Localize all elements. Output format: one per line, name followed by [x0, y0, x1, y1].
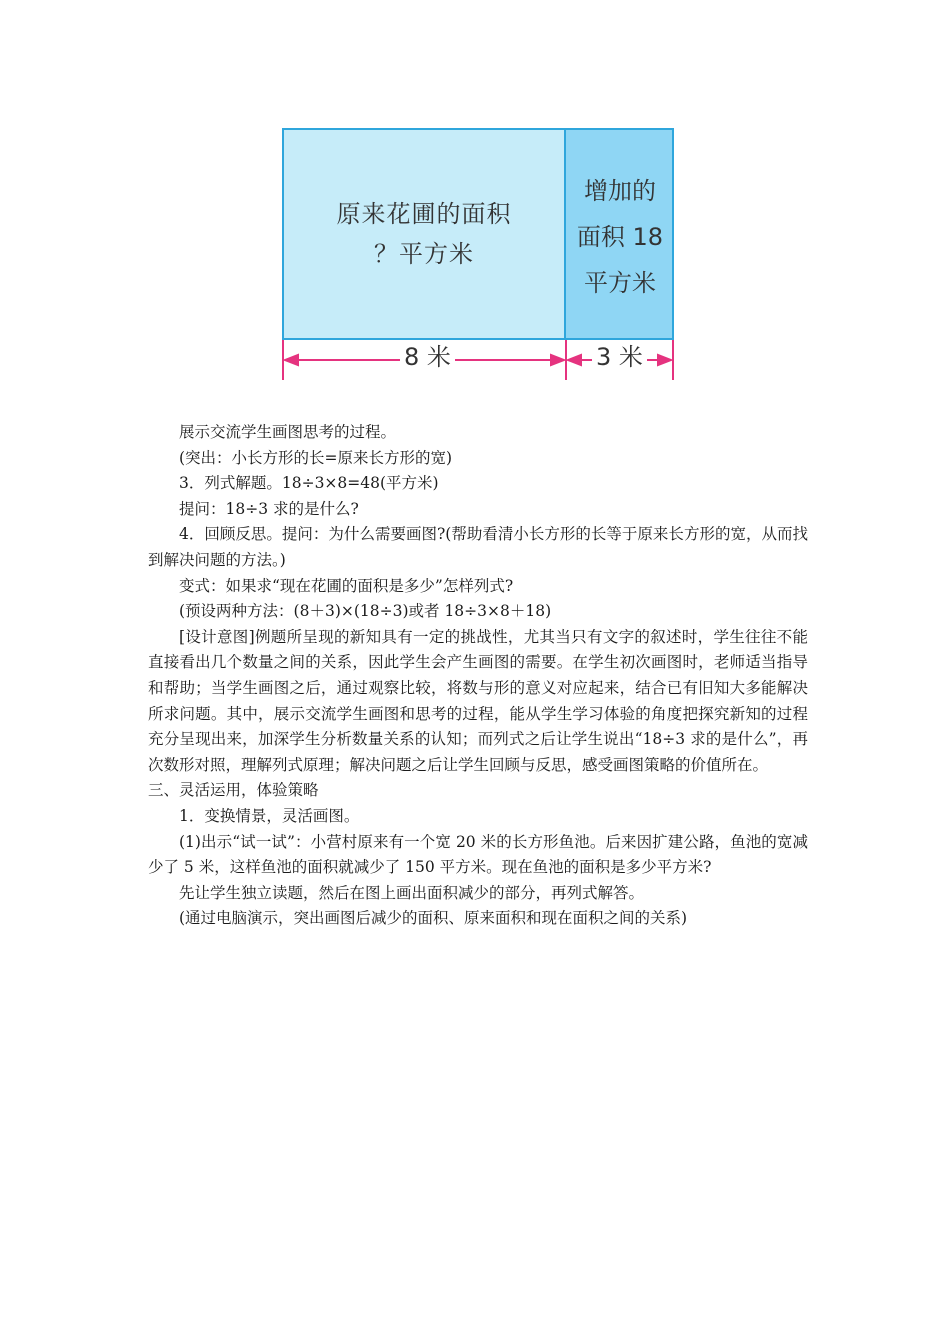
lesson-text	[148, 420, 808, 932]
original-area-line1: 原来花圃的面积	[336, 200, 512, 228]
paragraph: 先让学生独立读题，然后在图上画出面积减少的部分，再列式解答。	[179, 883, 645, 902]
arrow-3m-left-head	[568, 355, 581, 365]
paragraph: 提问：18÷3 求的是什么?	[179, 499, 359, 518]
paragraph: (预设两种方法：(8＋3)×(18÷3)或者 18÷3×8＋18)	[179, 602, 552, 621]
paragraph: (通过电脑演示，突出画图后减少的面积、原来面积和现在面积之间的关系)	[179, 909, 688, 928]
arrow-3m-right-head	[658, 355, 671, 365]
paragraph: 4．回顾反思。提问：为什么需要画图?(帮助看清小长方形的长等于原来长方形的宽，从而找到解决问题的方法。)	[148, 525, 808, 569]
area-diagram	[282, 128, 678, 380]
paragraph: 3．列式解题。18÷3×8=48(平方米)	[179, 474, 439, 493]
paragraph: 变式：如果求“现在花圃的面积是多少”怎样列式?	[179, 576, 514, 595]
width-added-label: 3 米	[592, 340, 647, 374]
paragraph: (1)出示“试一试”：小营村原来有一个宽 20 米的长方形鱼池。后来因扩建公路，鱼池的宽减少了 5 米，这样鱼池的面积就减少了 150 平方米。现在鱼池的面积是多少平方米?	[148, 832, 808, 877]
added-area-line1: 增加的	[584, 177, 656, 205]
design-intent-paragraph: [设计意图]例题所呈现的新知具有一定的挑战性，尤其当只有文字的叙述时，学生往往不能直接看出几个数量之间的关系，因此学生会产生画图的需要。在学生初次画图时，老师适当指导和帮助；当学生画图之后，通过观察比较，将数与形的意义对应起来，结合已有旧知大多能解决所求问题。其中，展示交流学生画图和思考的过程，能从学生学习体验的角度把探究新知的过程充分呈现出来，加深学生分析数量关系的认知；而列式之后让学生说出“18÷3 求的是什么”，再次数形对照，理解列式原理；解决问题之后让学生回顾与反思，感受画图策略的价值所在。	[148, 627, 808, 774]
original-area-line2: ？平方米	[374, 240, 474, 268]
arrow-8m-right-head	[551, 355, 564, 365]
paragraph: (突出：小长方形的长=原来长方形的宽)	[179, 448, 453, 467]
added-area-line3: 平方米	[584, 269, 656, 297]
width-original-label: 8 米	[400, 340, 455, 374]
added-area-line2: 面积 18	[576, 223, 664, 251]
original-area-label	[282, 194, 566, 274]
arrow-8m-left-head	[285, 355, 298, 365]
added-area-label	[566, 168, 674, 306]
paragraph: 1．变换情景，灵活画图。	[179, 806, 360, 825]
section-heading: 三、灵活运用，体验策略	[148, 781, 319, 800]
paragraph: 展示交流学生画图思考的过程。	[179, 423, 397, 441]
